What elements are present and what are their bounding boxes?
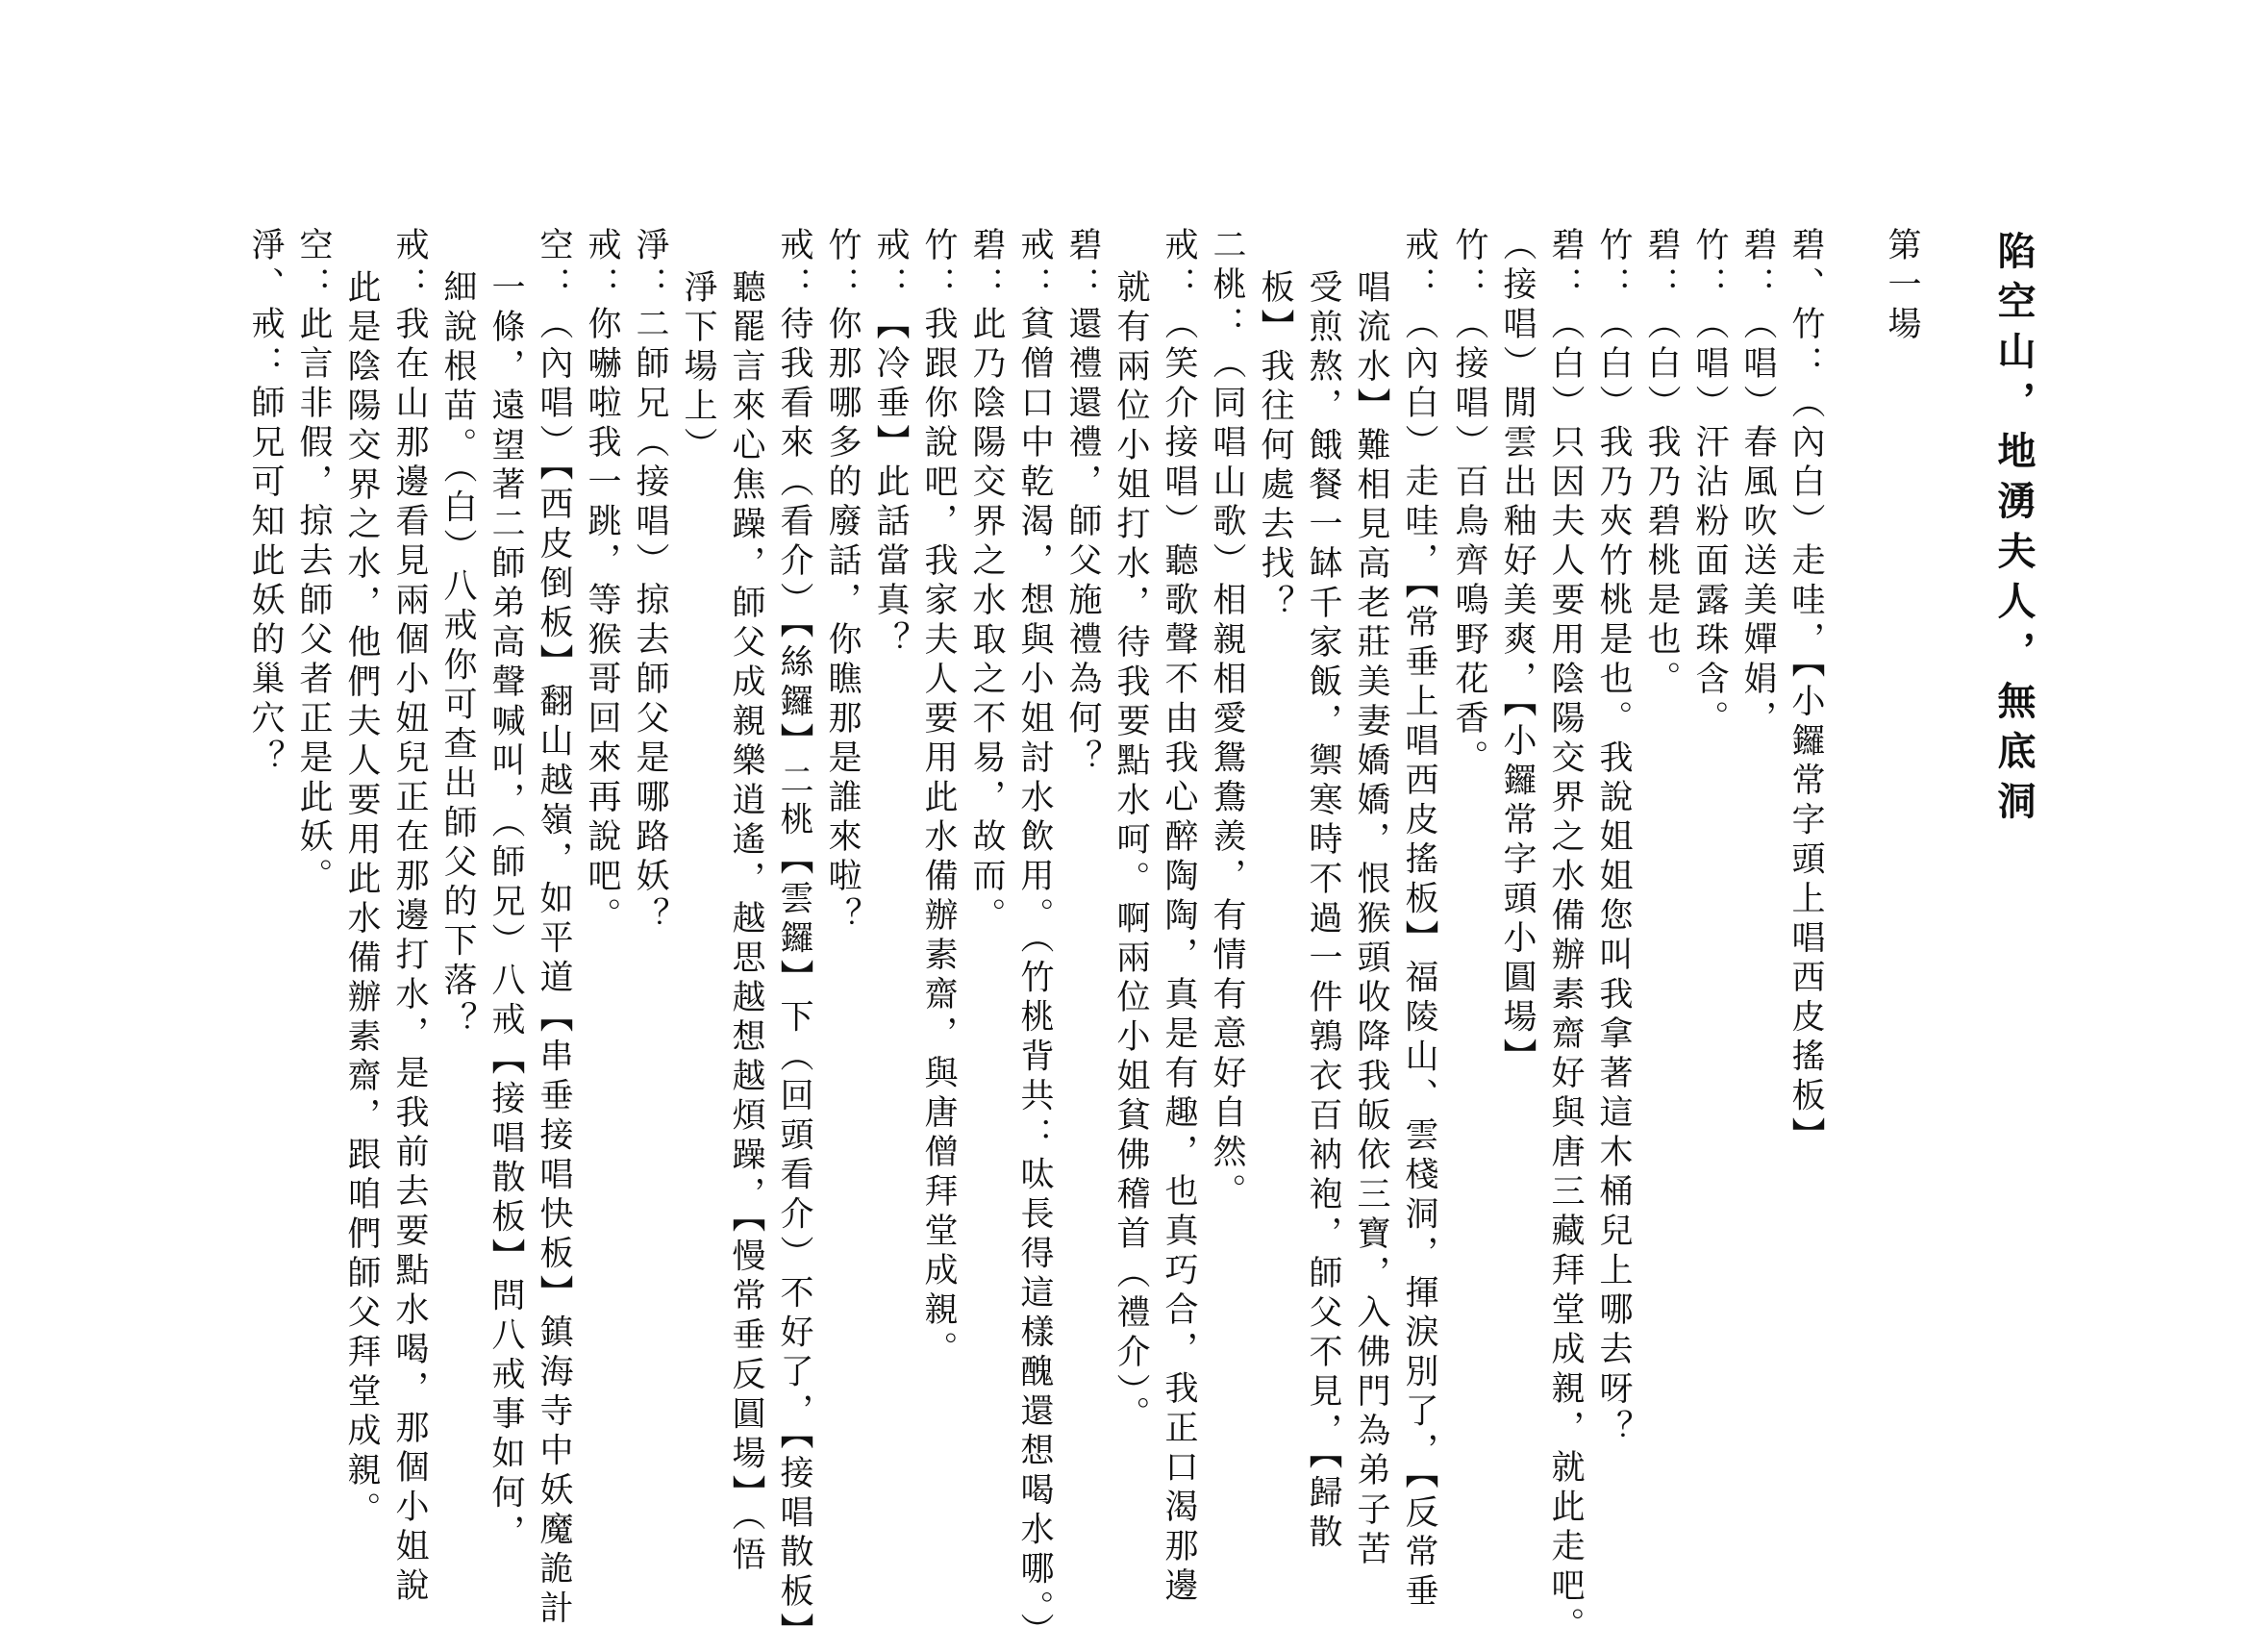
script-line: 空：此言非假，掠去師父者正是此妖。 <box>294 227 333 897</box>
script-line: 淨、戒：師兄可知此妖的巢穴？ <box>246 227 285 779</box>
script-line: 二桃：（同唱山歌）相親相愛鴛鴦羨，有情有意好自然。 <box>1208 227 1246 1213</box>
script-line: 竹：我跟你說吧，我家夫人要用此水備辦素齋，與唐僧拜堂成親。 <box>919 227 958 1370</box>
script-line: 碧：（唱）春風吹送美嬋娟， <box>1738 227 1777 739</box>
script-line: 淨：二師兄（接唱）掠去師父是哪路妖？ <box>631 227 669 937</box>
script-line: 戒：我在山那邊看見兩個小妞兒正在那邊打水，是我前去要點水喝，那個小姐說 <box>390 227 429 1607</box>
script-line: 竹：（接唱）百鳥齊鳴野花香。 <box>1450 227 1488 779</box>
script-line: 戒：你嚇啦我一跳，等猴哥回來再說吧。 <box>583 227 621 937</box>
script-line: 空：（內唱）【西皮倒板】翻山越嶺，如平道【串垂接唱快板】鎮海寺中妖魔詭計 <box>535 227 573 1630</box>
script-line: 竹：（白）我乃夾竹桃是也。我說姐姐您叫我拿著這木桶兒上哪去呀？ <box>1594 227 1633 1449</box>
script-line: 碧：還禮還禮，師父施禮為何？ <box>1063 227 1102 779</box>
script-line: 戒：【冷垂】此話當真？ <box>871 227 910 661</box>
script-line: 一條，遠望著二師弟高聲喊叫，（師兄）八戒【接唱散板】問八戒事如何， <box>487 269 525 1554</box>
script-line: 此是陰陽交界之水，他們夫人要用此水備辦素齋，跟咱們師父拜堂成親。 <box>342 269 381 1531</box>
script-line: 聽罷言來心焦躁，師父成親樂逍遙，越思越想越煩躁，【慢常垂反圓場】（悟 <box>727 269 765 1576</box>
script-line: 竹：你那哪多的廢話，你瞧那是誰來啦？ <box>823 227 862 937</box>
script-line: 戒：（內白）走哇，【常垂上唱西皮搖板】福陵山、雲棧洞，揮淚別了，【反常垂 <box>1400 227 1438 1613</box>
script-line: 板】我往何處去找？ <box>1256 269 1294 624</box>
script-line: 受煎熬，餓餐一缽千家飯，禦寒時不過一件鶉衣百衲袍，師父不見，【歸散 <box>1304 269 1342 1554</box>
script-line: 就有兩位小姐打水，待我要點水呵。啊兩位小姐貧佛稽首（禮介）。 <box>1112 269 1150 1436</box>
script-line: 戒：（笑介接唱）聽歌聲不由我心醉陶陶，真是有趣，也真巧合，我正口渴那邊 <box>1160 227 1198 1607</box>
script-line: 細說根苗。（白）八戒你可查出師父的下落？ <box>438 269 477 1041</box>
script-line: 碧：此乃陰陽交界之水取之不易，故而。 <box>967 227 1006 937</box>
script-line: 竹：（唱）汗沾粉面露珠含。 <box>1690 227 1729 739</box>
scene-heading: 第一場 <box>1883 227 1921 345</box>
script-line: 唱流水】難相見高老莊美妻嬌嬌，恨猴頭收降我皈依三寶，入佛門為弟子苦 <box>1352 269 1390 1570</box>
script-line: 戒：待我看來（看介）【絲鑼】二桃【雲鑼】下（回頭看介）不好了，【接唱散板】 <box>775 227 813 1652</box>
script-line: （接唱）閒雲出釉好美爽，【小鑼常字頭小圓場】 <box>1498 227 1537 1078</box>
page-title: 陷空山，地湧夫人，無底洞 <box>1991 231 2037 831</box>
script-line: 碧：（白）只因夫人要用陰陽交界之水備辦素齋好與唐三藏拜堂成親，就此走吧。 <box>1546 227 1585 1646</box>
script-line: 碧、竹：（內白）走哇，【小鑼常字頭上唱西皮搖板】 <box>1787 227 1825 1157</box>
script-line: 碧：（白）我乃碧桃是也。 <box>1642 227 1681 700</box>
script-line: 淨下場上） <box>679 269 717 466</box>
script-line: 戒：貧僧口中乾渴，想與小姐討水飲用。（竹桃背共：呔長得這樣醜還想喝水哪。） <box>1015 227 1054 1652</box>
